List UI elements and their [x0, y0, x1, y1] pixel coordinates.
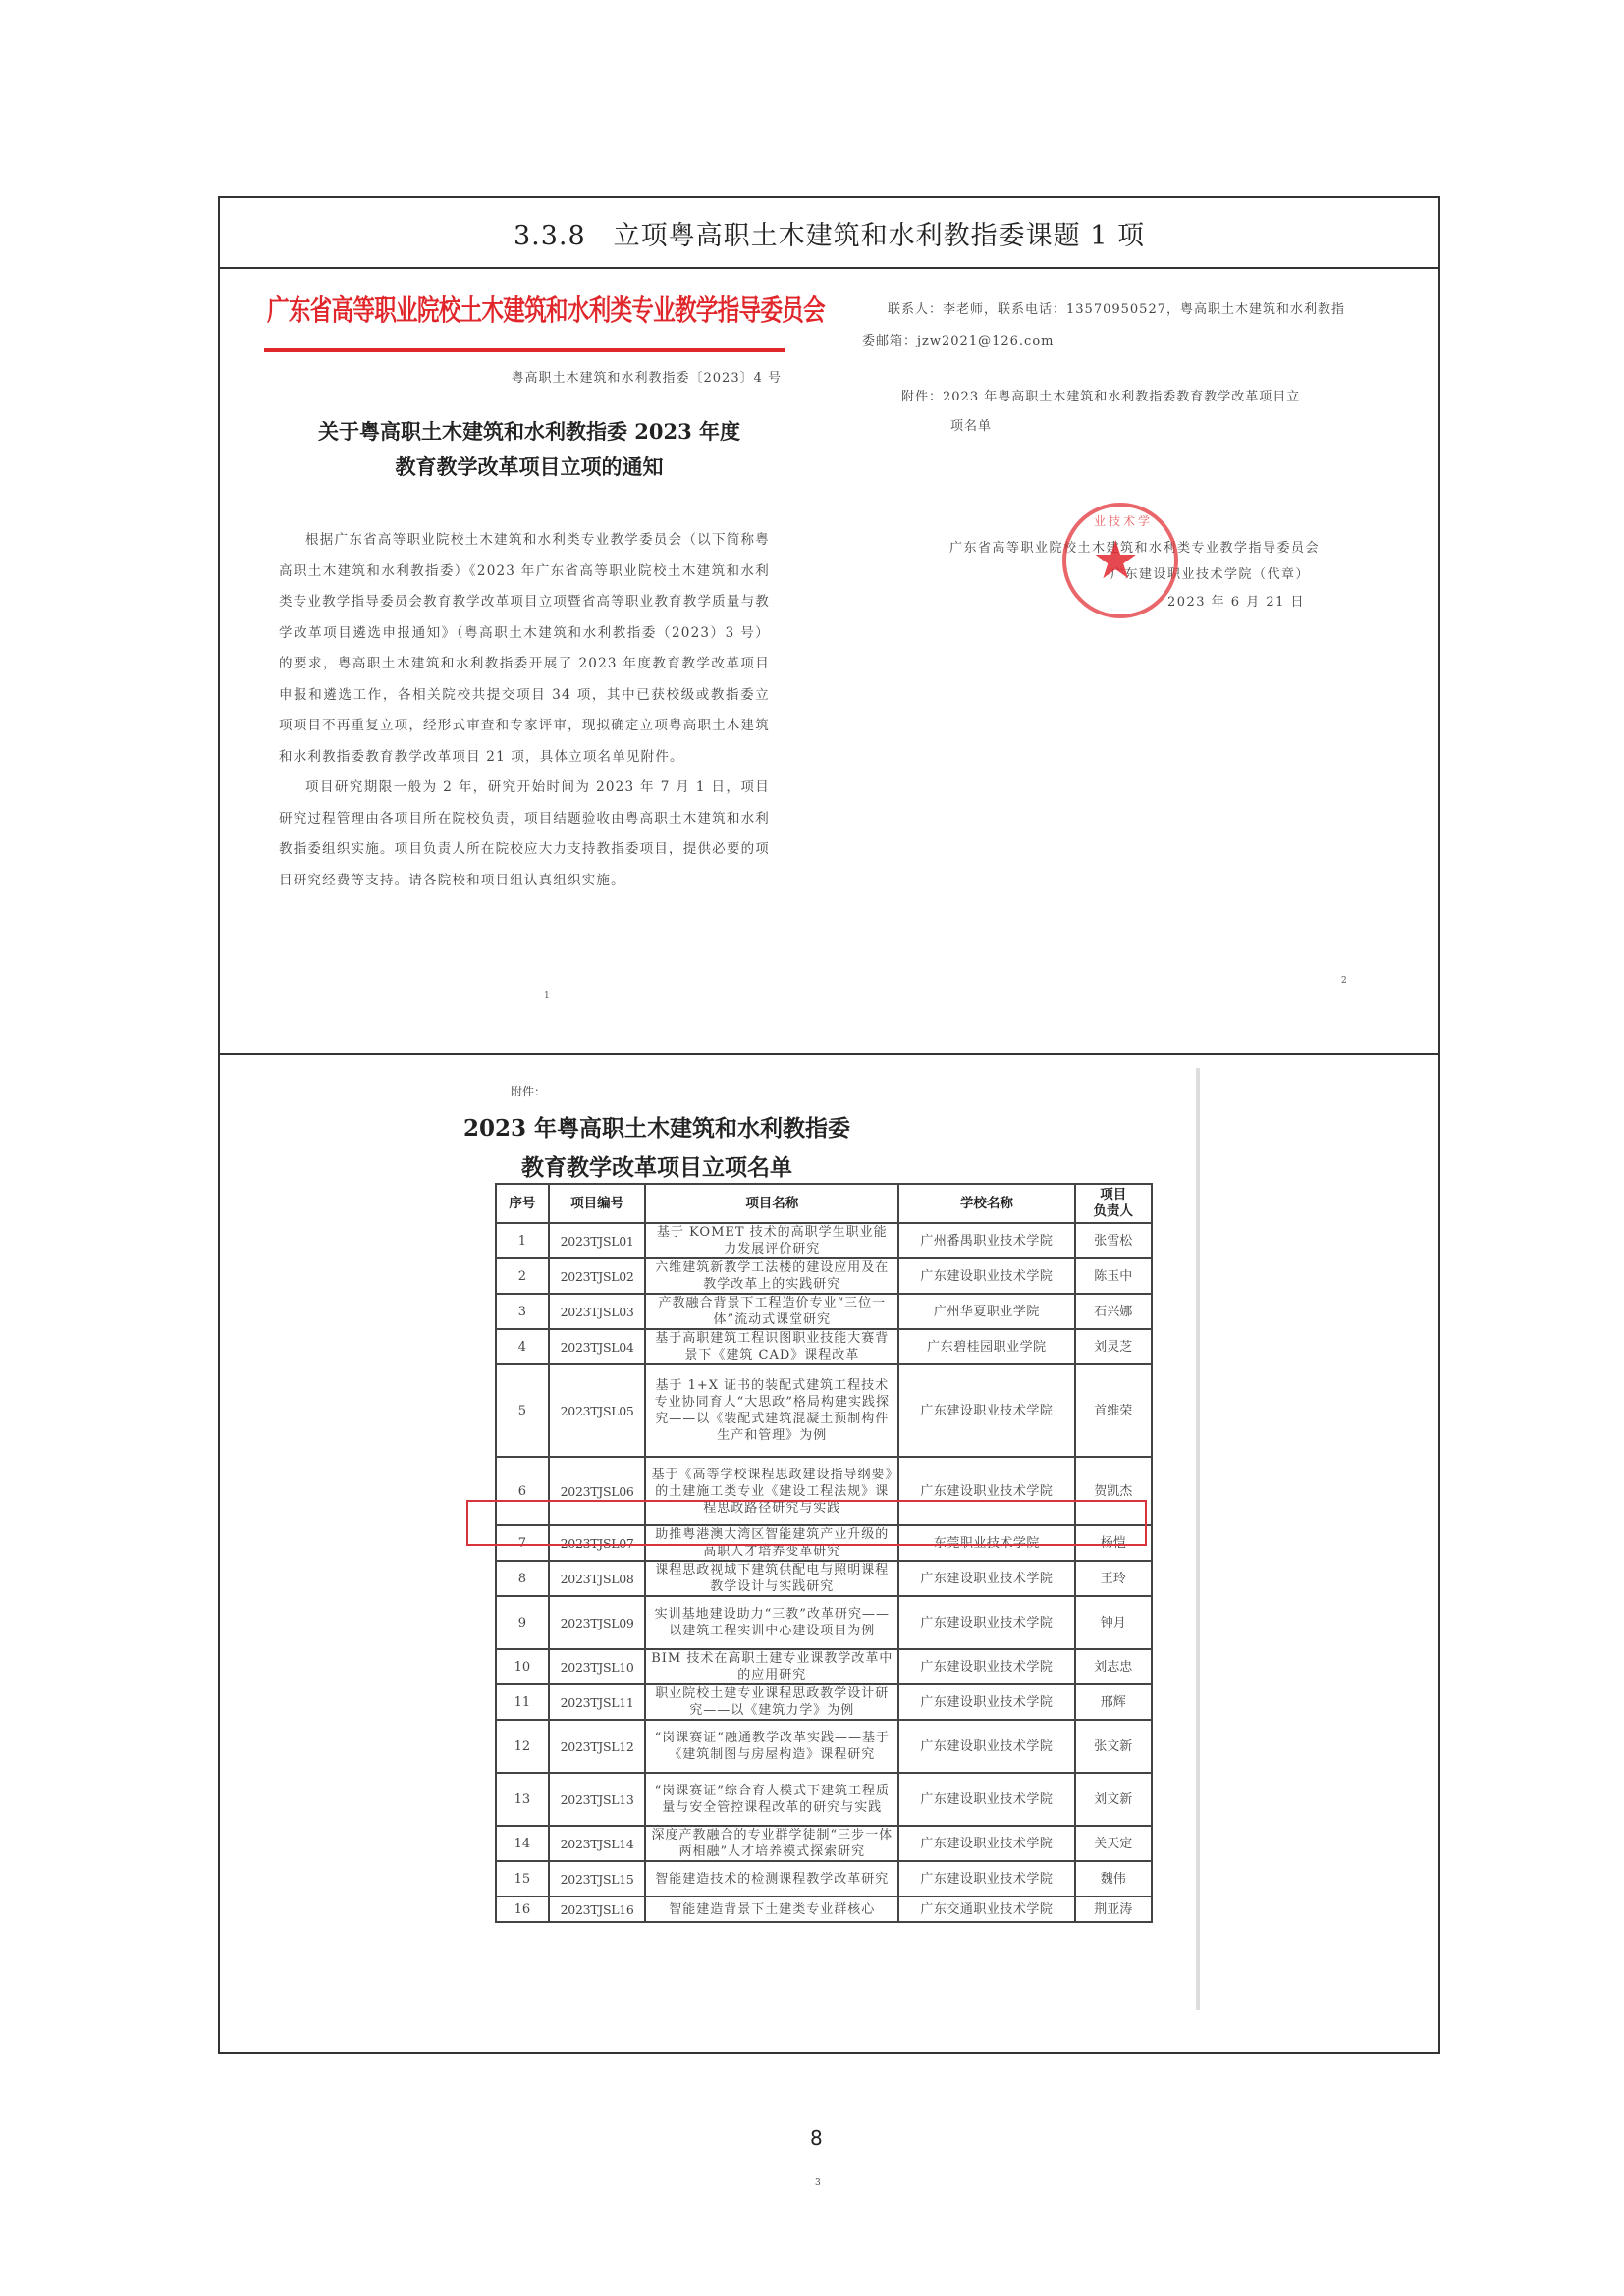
notice-title-line2: 教育教学改革项目立项的通知: [395, 454, 664, 479]
cell-name: 基于《高等学校课程思政建设指导纲要》的土建施工类专业《建设工程法规》课程思政路径研究与实践: [645, 1457, 898, 1525]
col-code: 项目编号: [549, 1184, 646, 1223]
cell-no: 4: [496, 1329, 549, 1364]
table-row: [496, 1826, 1152, 1861]
notice-paragraph-1: 根据广东省高等职业院校土木建筑和水利类专业教学委员会（以下简称粤高职土木建筑和水利教指委）《2023 年广东省高等职业院校土木建筑和水利类专业教学指导委员会教育教学改革项目立项暨省高等职业教育教学质量与教学改革项目遴选申报通知》（粤高职土木建筑和水利教指委（2023）3 号）的要求，粤高职土木建筑和水利教指委开展了 2023 年度教育教学改革项目申报和遴选工作，各相关院校共提交项目 34 项，其中已获校级或教指委立项项目不再重复立项，经形式审查和专家评审，现拟确定立项粤高职土木建筑和水利教指委教育教学改革项目 21 项，具体立项名单见附件。: [279, 532, 770, 765]
cell-no: 15: [496, 1861, 549, 1896]
cell-code: 2023TJSL13: [549, 1773, 646, 1826]
cell-lead: 刘文新: [1075, 1773, 1152, 1826]
cell-code: 2023TJSL09: [549, 1596, 646, 1649]
attachment-label: 附件：: [511, 1085, 547, 1098]
cell-school: 广东交通职业技术学院: [898, 1896, 1074, 1922]
table-row: [496, 1896, 1152, 1922]
page-number-3: 3: [815, 2178, 821, 2188]
col-lead-line1: 项目: [1100, 1187, 1127, 1202]
cell-no: 12: [496, 1720, 549, 1773]
cell-school: 广东建设职业技术学院: [898, 1364, 1074, 1457]
cell-name: “岗课赛证”融通教学改革实践——基于《建筑制图与房屋构造》课程研究: [645, 1720, 898, 1773]
star-icon: ★: [1092, 529, 1140, 591]
red-divider: [264, 348, 785, 352]
table-row: [496, 1773, 1152, 1826]
cell-code: 2023TJSL07: [549, 1525, 646, 1561]
cell-name: 基于 1+X 证书的装配式建筑工程技术专业协同育人“大思政”格局构建实践探究——以《装配式建筑混凝土预制构件生产和管理》为例: [645, 1364, 898, 1457]
cell-code: 2023TJSL05: [549, 1364, 646, 1457]
cell-lead: 陈玉中: [1075, 1258, 1152, 1294]
table-row: [496, 1329, 1152, 1364]
cell-school: 广东建设职业技术学院: [898, 1649, 1074, 1684]
cell-code: 2023TJSL01: [549, 1223, 646, 1258]
table-header-row: [496, 1184, 1152, 1223]
cell-code: 2023TJSL08: [549, 1561, 646, 1596]
cell-lead: 杨恺: [1075, 1525, 1152, 1561]
signature-org: 广东省高等职业院校土木建筑和水利类专业教学指导委员会: [948, 541, 1320, 556]
table-row: [496, 1720, 1152, 1773]
cell-code: 2023TJSL11: [549, 1684, 646, 1720]
project-table: [495, 1183, 1153, 1923]
cell-name: 智能建造技术的检测课程教学改革研究: [645, 1861, 898, 1896]
cell-name: 职业院校土建专业课程思政教学设计研究——以《建筑力学》为例: [645, 1684, 898, 1720]
cell-school: 广州番禺职业技术学院: [898, 1223, 1074, 1258]
notice-paragraph-2: 项目研究期限一般为 2 年，研究开始时间为 2023 年 7 月 1 日，项目研究过程管理由各项目所在院校负责，项目结题验收由粤高职土木建筑和水利教指委组织实施。项目负责人所在院校应大力支持教指委项目，提供必要的项目研究经费等支持。请各院校和项目组认真组织实施。: [279, 779, 770, 888]
cell-no: 7: [496, 1525, 549, 1561]
cell-lead: 魏伟: [1075, 1861, 1152, 1896]
table-row: [496, 1364, 1152, 1457]
cell-lead: 邢辉: [1075, 1684, 1152, 1720]
cell-name: “岗课赛证”综合育人模式下建筑工程质量与安全管控课程改革的研究与实践: [645, 1773, 898, 1826]
cell-name: 基于 KOMET 技术的高职学生职业能力发展评价研究: [645, 1223, 898, 1258]
cell-code: 2023TJSL04: [549, 1329, 646, 1364]
notice-title-line1: 关于粤高职土木建筑和水利教指委 2023 年度: [317, 419, 741, 444]
cell-lead: 张文新: [1075, 1720, 1152, 1773]
cell-code: 2023TJSL10: [549, 1649, 646, 1684]
cell-code: 2023TJSL12: [549, 1720, 646, 1773]
notice-page-2: [858, 267, 1408, 1042]
table-row: [496, 1258, 1152, 1294]
table-body: [496, 1223, 1152, 1922]
notice-panel: [220, 267, 1438, 1055]
cell-name: 智能建造背景下土建类专业群核心: [645, 1896, 898, 1922]
cell-lead: 刘灵芝: [1075, 1329, 1152, 1364]
doc-number: 粤高职土木建筑和水利教指委〔2023〕4 号: [511, 371, 782, 386]
list-title-line1: 2023 年粤高职土木建筑和水利教指委: [462, 1115, 851, 1142]
cell-school: 广东建设职业技术学院: [898, 1596, 1074, 1649]
cell-name: 深度产教融合的专业群学徒制“三步一体两相融”人才培养模式探索研究: [645, 1826, 898, 1861]
page-number-1: 1: [544, 991, 550, 1001]
cell-lead: 首维荣: [1075, 1364, 1152, 1457]
cell-name: 课程思政视域下建筑供配电与照明课程教学设计与实践研究: [645, 1561, 898, 1596]
table-row: [496, 1294, 1152, 1329]
cell-no: 6: [496, 1457, 549, 1525]
cell-school: 广东建设职业技术学院: [898, 1861, 1074, 1896]
cell-no: 1: [496, 1223, 549, 1258]
cell-code: 2023TJSL14: [549, 1826, 646, 1861]
cell-no: 11: [496, 1684, 549, 1720]
contact-info: 联系人：李老师，联系电话：13570950527，粤高职土木建筑和水利教指委邮箱：jzw2021@126.com: [862, 302, 1345, 348]
cell-name: 六维建筑新教学工法楼的建设应用及在教学改革上的实践研究: [645, 1258, 898, 1294]
cell-name: 实训基地建设助力“三教”改革研究——以建筑工程实训中心建设项目为例: [645, 1596, 898, 1649]
list-title-line2: 教育教学改革项目立项名单: [521, 1154, 792, 1181]
cell-school: 广东建设职业技术学院: [898, 1457, 1074, 1525]
cell-name: 基于高职建筑工程识图职业技能大赛背景下《建筑 CAD》课程改革: [645, 1329, 898, 1364]
page-edge-shadow: [1196, 1068, 1200, 2010]
cell-code: 2023TJSL02: [549, 1258, 646, 1294]
cell-name: 产教融合背景下工程造价专业“三位一体”流动式课堂研究: [645, 1294, 898, 1329]
cell-name: BIM 技术在高职土建专业课教学改革中的应用研究: [645, 1649, 898, 1684]
cell-lead: 荆亚涛: [1075, 1896, 1152, 1922]
cell-school: 广东建设职业技术学院: [898, 1684, 1074, 1720]
col-name: 项目名称: [645, 1184, 898, 1223]
table-row: [496, 1561, 1152, 1596]
signature-date: 2023 年 6 月 21 日: [1166, 595, 1305, 610]
cell-no: 14: [496, 1826, 549, 1861]
cell-school: 广东建设职业技术学院: [898, 1826, 1074, 1861]
cell-no: 10: [496, 1649, 549, 1684]
cell-lead: 刘志忠: [1075, 1649, 1152, 1684]
footer-page-number: 8: [810, 2126, 823, 2150]
cell-code: 2023TJSL16: [549, 1896, 646, 1922]
cell-school: 广东碧桂园职业学院: [898, 1329, 1074, 1364]
notice-body: [279, 525, 770, 896]
cell-no: 2: [496, 1258, 549, 1294]
evidence-frame: [218, 196, 1440, 2188]
attachment-line2: 项名单: [950, 419, 993, 434]
col-lead: [1075, 1184, 1152, 1223]
cell-lead: 石兴娜: [1075, 1294, 1152, 1329]
table-row: [496, 1649, 1152, 1684]
table-row: [496, 1861, 1152, 1896]
cell-school: 广东建设职业技术学院: [898, 1561, 1074, 1596]
cell-school: 广州华夏职业学院: [898, 1294, 1074, 1329]
cell-school: 广东建设职业技术学院: [898, 1720, 1074, 1773]
cell-lead: 贺凯杰: [1075, 1457, 1152, 1525]
project-list-panel: [220, 1053, 1438, 2188]
official-seal-icon: [1062, 503, 1178, 618]
col-lead-line2: 负责人: [1093, 1203, 1134, 1219]
cell-code: 2023TJSL06: [549, 1457, 646, 1525]
cell-name: 助推粤港澳大湾区智能建筑产业升级的高职人才培养变革研究: [645, 1525, 898, 1561]
cell-lead: 张雪松: [1075, 1223, 1152, 1258]
attachment-note: [901, 383, 1363, 442]
page-number-2: 2: [1341, 976, 1347, 986]
table-row: [496, 1684, 1152, 1720]
notice-page-1: [249, 267, 825, 1042]
cell-code: 2023TJSL03: [549, 1294, 646, 1329]
col-no: 序号: [496, 1184, 549, 1223]
cell-lead: 关天定: [1075, 1826, 1152, 1861]
highlight-box: [466, 1500, 1147, 1546]
cell-no: 5: [496, 1364, 549, 1457]
cell-school: 广东建设职业技术学院: [898, 1258, 1074, 1294]
cell-no: 3: [496, 1294, 549, 1329]
col-school: 学校名称: [898, 1184, 1074, 1223]
cell-no: 13: [496, 1773, 549, 1826]
cell-lead: 王玲: [1075, 1561, 1152, 1596]
org-header: 广东省高等职业院校土木建筑和水利类专业教学指导委员会: [267, 294, 825, 327]
attachment-line1: 附件：2023 年粤高职土木建筑和水利教指委教育教学改革项目立: [901, 390, 1301, 404]
table-row: [496, 1596, 1152, 1649]
section-header: 3.3.8 立项粤高职土木建筑和水利教指委课题 1 项: [220, 198, 1438, 269]
cell-no: 9: [496, 1596, 549, 1649]
cell-school: 东莞职业技术学院: [898, 1525, 1074, 1561]
cell-school: 广东建设职业技术学院: [898, 1773, 1074, 1826]
cell-lead: 钟月: [1075, 1596, 1152, 1649]
cell-no: 8: [496, 1561, 549, 1596]
signature-proxy: 广东建设职业技术学院（代章）: [1110, 567, 1310, 582]
cell-code: 2023TJSL15: [549, 1861, 646, 1896]
seal-text: 业技术学: [1094, 514, 1154, 528]
cell-no: 16: [496, 1896, 549, 1922]
table-row: [496, 1223, 1152, 1258]
